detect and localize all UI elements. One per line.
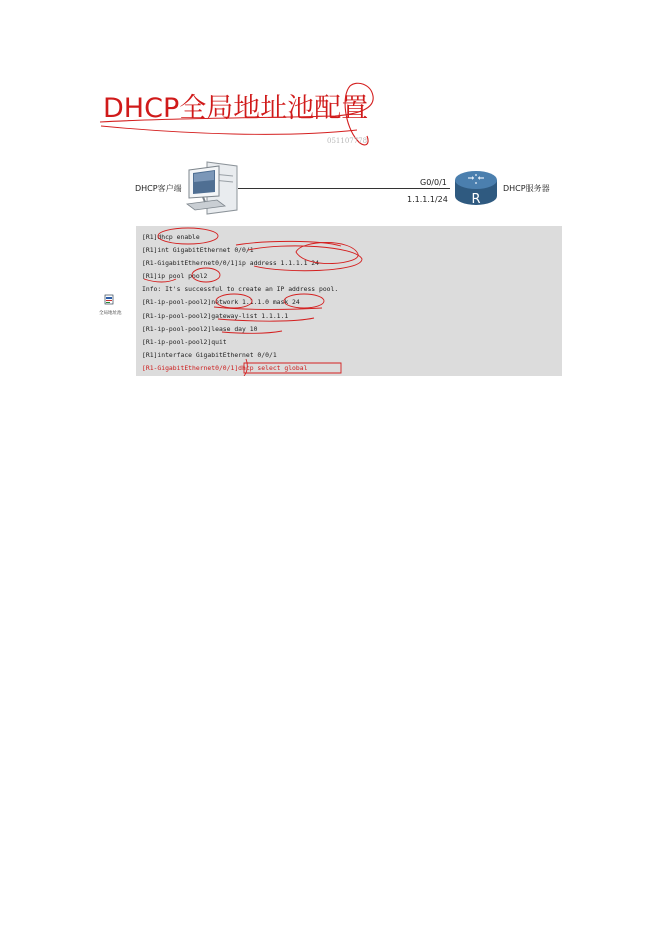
port-label: G0/0/1 — [420, 178, 447, 187]
console-line: [R1-ip-pool-pool2]network 1.1.1.0 mask 24 — [142, 298, 300, 307]
console-line: [R1-ip-pool-pool2]lease day 10 — [142, 324, 258, 333]
console-line: Info: It's successful to create an IP address pool. — [142, 285, 339, 294]
network-link — [238, 188, 450, 189]
client-label: DHCP客户端 — [135, 184, 182, 193]
console-line: [R1]dhcp enable — [142, 233, 200, 241]
server-label: DHCP服务器 — [503, 184, 550, 193]
page-title: DHCP全局地址池配置 — [103, 93, 369, 124]
watermark: 051107778 — [327, 137, 368, 145]
console-line: [R1]int GigabitEthernet 0/0/1 — [142, 246, 254, 255]
console-line: [R1-GigabitEthernet0/0/1]dhcp select global — [142, 363, 308, 372]
command-lines — [142, 231, 338, 375]
network-topology — [130, 158, 560, 218]
document-icon — [104, 294, 115, 305]
desktop-shortcut-label: 全局地址池 — [99, 311, 122, 316]
router-glyph: R — [471, 192, 481, 207]
console-line: [R1-GigabitEthernet0/0/1]ip address 1.1.1.1 24 — [142, 259, 319, 268]
console-line: [R1]interface GigabitEthernet 0/0/1 — [142, 350, 277, 359]
router-icon — [452, 166, 500, 208]
console-line: [R1]ip pool pool2 — [142, 272, 208, 281]
console-line: [R1-ip-pool-pool2]gateway-list 1.1.1.1 — [142, 311, 289, 320]
console-output — [136, 226, 562, 376]
console-line: [R1-ip-pool-pool2]quit — [142, 337, 227, 346]
desktop-shortcut[interactable] — [99, 290, 129, 316]
pc-icon — [185, 160, 241, 216]
ip-label: 1.1.1.1/24 — [407, 195, 448, 204]
